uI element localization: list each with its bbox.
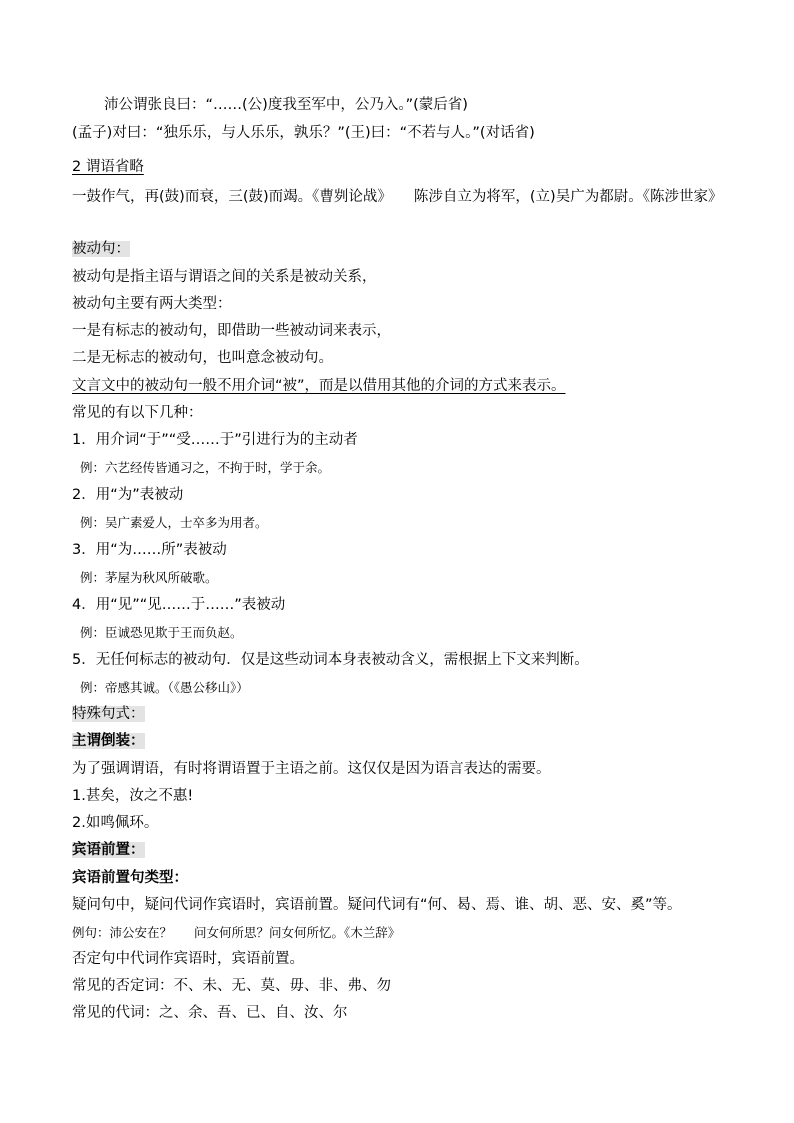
section-heading-predicate-omission: 2 谓语省略 [72, 159, 144, 175]
common-negation-words: 常见的否定词：不、未、无、莫、毋、非、弗、勿 [72, 978, 391, 994]
inversion-description: 为了强调谓语，有时将谓语置于主语之前。这仅仅是因为语言表达的需要。 [72, 761, 551, 777]
inversion-example-1: 1.甚矣，汝之不惠! [72, 788, 194, 804]
passive-example-5: 例：帝感其诚。（《愚公移山》） [80, 680, 249, 695]
passive-example-3: 例：茅屋为秋风所破歌。 [80, 570, 218, 585]
object-fronting-examples [72, 924, 400, 942]
heading-object-fronting: 宾语前置： [72, 842, 145, 858]
passive-types-intro: 被动句主要有两大类型： [72, 296, 232, 312]
predicate-example-1: 一鼓作气，再(鼓)而衰，三(鼓)而竭。《曹刿论战》 [72, 189, 392, 205]
object-example-2: 问女何所思？问女何所忆。《木兰辞》 [194, 925, 401, 940]
passive-item-1: 1．用介词“于”“受……于”引进行为的主动者 [72, 432, 358, 448]
predicate-omission-examples [72, 188, 722, 206]
omission-example-2: (孟子)对曰：“独乐乐，与人乐乐，孰乐？”(王)曰：“不若与人。”(对话省) [72, 125, 535, 141]
object-fronting-interrogative: 疑问句中，疑问代词作宾语时，宾语前置。疑问代词有“何、曷、焉、谁、胡、恶、安、奚”等。 [72, 897, 682, 913]
predicate-example-2: 陈涉自立为将军，(立)吴广为都尉。《陈涉世家》 [413, 189, 723, 205]
passive-common-intro: 常见的有以下几种： [72, 405, 203, 421]
heading-passive: 被动句： [72, 241, 130, 257]
passive-item-3: 3．用“为……所”表被动 [72, 542, 227, 558]
passive-type-2: 二是无标志的被动句，也叫意念被动句。 [72, 350, 333, 366]
passive-item-5: 5．无任何标志的被动句．仅是这些动词本身表被动含义，需根据上下文来判断。 [72, 652, 589, 668]
inversion-example-2: 2.如鸣佩环。 [72, 815, 159, 831]
heading-subject-predicate-inversion: 主谓倒装： [72, 733, 145, 749]
passive-example-4: 例：臣诚恐见欺于王而负赵。 [80, 625, 243, 640]
passive-type-1: 一是有标志的被动句，即借助一些被动词来表示， [72, 323, 391, 339]
omission-example-1: 沛公谓张良曰：“……(公)度我至军中，公乃入。”(蒙后省) [104, 97, 468, 113]
passive-item-4: 4．用“见”“见……于……”表被动 [72, 597, 286, 613]
common-pronouns: 常见的代词：之、余、吾、已、自、汝、尔 [72, 1005, 348, 1021]
heading-special-patterns: 特殊句式： [72, 706, 145, 722]
passive-note: 文言文中的被动句一般不用介词“被”，而是以借用其他的介词的方式来表示。 [72, 378, 566, 394]
object-example-1: 例句：沛公安在？ [72, 925, 173, 940]
object-fronting-negative: 否定句中代词作宾语时，宾语前置。 [72, 951, 304, 967]
passive-definition: 被动句是指主语与谓语之间的关系是被动关系， [72, 269, 377, 285]
passive-example-2: 例：吴广素爱人，士卒多为用者。 [80, 515, 268, 530]
heading-object-fronting-types: 宾语前置句类型： [72, 870, 188, 886]
passive-example-1: 例：六艺经传皆通习之，不拘于时，学于余。 [80, 460, 331, 475]
passive-item-2: 2．用“为”表被动 [72, 487, 184, 503]
